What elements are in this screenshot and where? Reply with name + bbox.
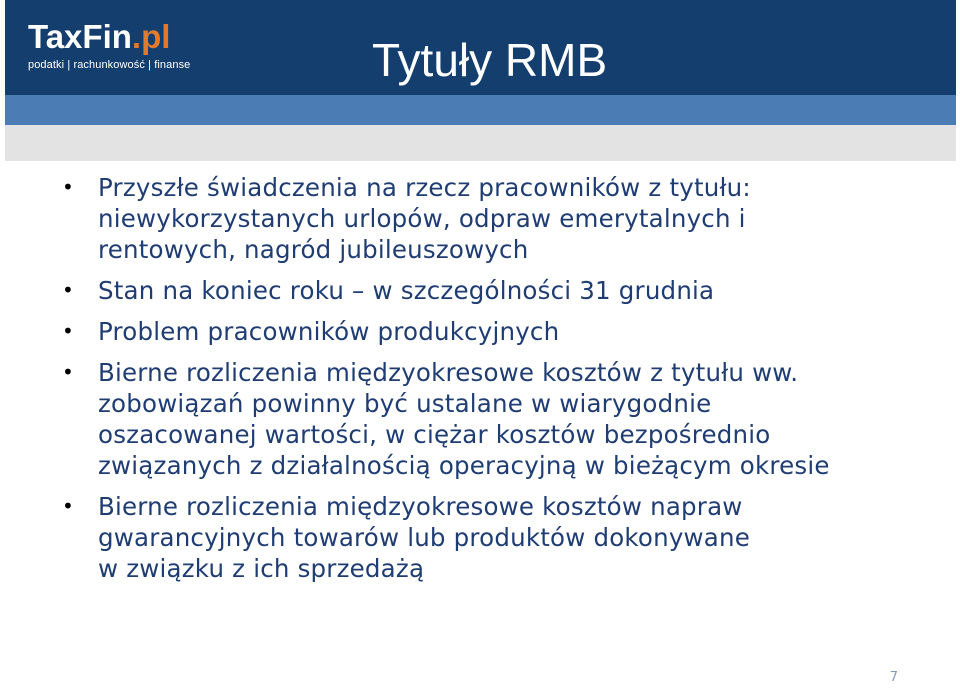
bullet-item [60, 316, 940, 347]
bullet-line: Przyszłe świadczenia na rzecz pracowników z tytułu: [98, 173, 751, 202]
bullet-line: związanych z działalnością operacyjną w bieżącym okresie [98, 451, 830, 480]
taxfin-logo [28, 18, 190, 72]
bullet-icon: • [62, 360, 74, 384]
bullet-item [60, 357, 940, 481]
bullet-item [60, 172, 940, 265]
bullet-icon: • [62, 494, 74, 518]
bullet-icon: • [62, 278, 74, 302]
logo-wordmark: TaxFin.pl [28, 18, 171, 55]
bullet-item [60, 491, 940, 584]
bullet-item [60, 275, 940, 306]
bullet-icon: • [62, 175, 74, 199]
header-stripe [5, 95, 956, 125]
slide-title: Tytuły RMB [372, 34, 608, 86]
bullet-icon: • [62, 319, 74, 343]
bullet-list [60, 172, 940, 594]
bullet-line: niewykorzystanych urlopów, odpraw emerytalnych i [98, 204, 746, 233]
page-number: 7 [889, 670, 898, 685]
bullet-line: Stan na koniec roku – w szczególności 31 grudnia [98, 276, 715, 305]
bullet-line: w związku z ich sprzedażą [98, 554, 425, 583]
bullet-line: gwarancyjnych towarów lub produktów dokonywane [98, 523, 750, 552]
bullet-line: zobowiązań powinny być ustalane w wiarygodnie [98, 389, 712, 418]
bullet-line: Bierne rozliczenia międzyokresowe kosztów napraw [98, 492, 743, 521]
bullet-line: rentowych, nagród jubileuszowych [98, 235, 529, 264]
logo-tagline: podatki | rachunkowość | finanse [28, 59, 191, 71]
bullet-line: Problem pracowników produkcyjnych [98, 317, 560, 346]
header-shade [5, 125, 956, 161]
bullet-line: oszacowanej wartości, w ciężar kosztów bezpośrednio [98, 420, 771, 449]
bullet-line: Bierne rozliczenia międzyokresowe kosztów z tytułu ww. [98, 358, 799, 387]
